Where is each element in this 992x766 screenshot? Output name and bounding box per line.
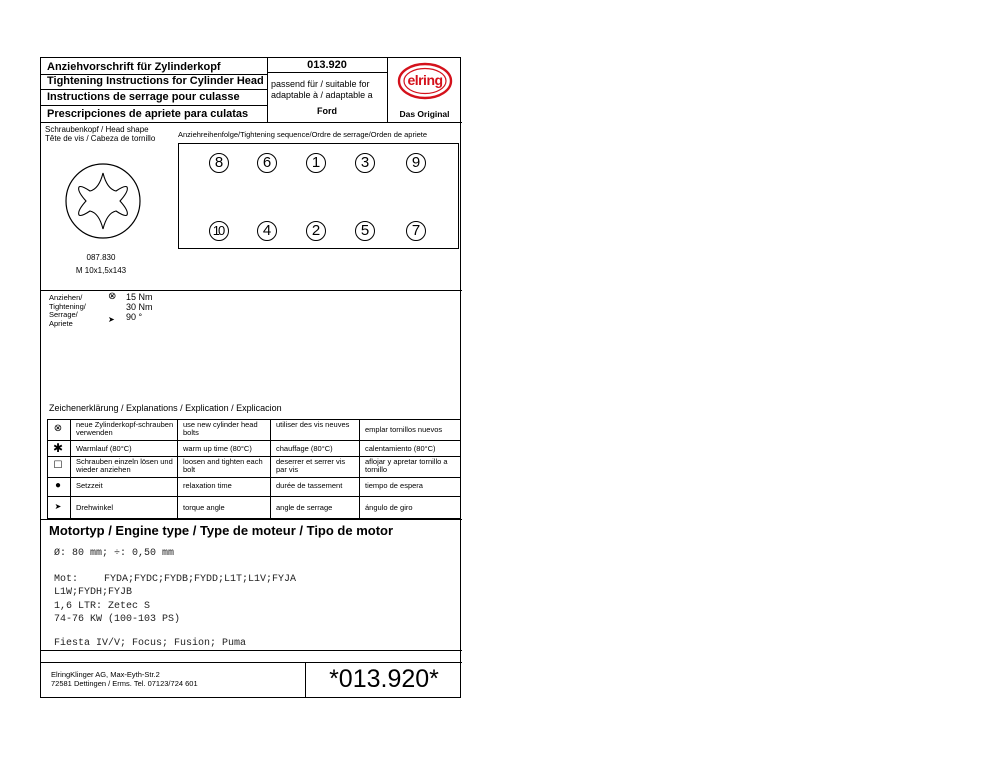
engine-mot-label: Mot: bbox=[54, 574, 79, 585]
suitable-line-2: adaptable à / adaptable a bbox=[271, 90, 373, 100]
engine-codes: FYDA;FYDC;FYDB;FYDD;L1T;L1V;FYJA bbox=[104, 574, 297, 585]
sequence-bolt: 6 bbox=[257, 153, 277, 173]
asterisk-icon: ✱ bbox=[52, 441, 64, 455]
tightening-sequence-diagram bbox=[178, 143, 459, 249]
engine-displacement: 1,6 LTR: Zetec S bbox=[54, 601, 151, 612]
logo-tagline: Das Original bbox=[399, 109, 450, 119]
legend-title: Zeichenerklärung / Explanations / Explication / Explicacion bbox=[49, 403, 282, 413]
title-fr: Instructions de serrage pour culasse bbox=[47, 91, 240, 103]
legend-table: ⊗ neue Zylinderkopf-schrauben verwenden use new cylinder head bolts utiliser des vis neuves emplar tornillos nuevos ✱ Warmlauf (80°C) warm up time (80°C) chauffage (80°C) calentamiento (80°C) ☐ Schrauben einzeln lösen und wieder anziehen loosen and tighten each bolt deserrer et serrer vis par vis aflojar y apretar tornillo a tornillo ● Setzzeit relaxation time durée de tassement tiempo de espera ➤ Drehwinkel torque angle angle de serrage ángulo de giro bbox=[47, 419, 461, 519]
title-es: Prescripciones de apriete para culatas bbox=[47, 108, 249, 120]
sequence-bolt: 1 bbox=[306, 153, 326, 173]
part-number: 013.920 bbox=[307, 59, 347, 71]
sequence-bolt: 5 bbox=[355, 221, 375, 241]
torx-head-icon bbox=[63, 161, 143, 241]
engine-power: 74-76 KW (100-103 PS) bbox=[54, 614, 181, 625]
sequence-bolt: 8 bbox=[209, 153, 229, 173]
bolt-number: 087.830 bbox=[86, 253, 116, 262]
engine-dims: Ø: 80 mm; ÷: 0,50 mm bbox=[54, 548, 175, 559]
sequence-label: Anziehreihenfolge/Tightening sequence/Ordre de serrage/Orden de apriete bbox=[178, 130, 428, 139]
engine-codes-2: L1W;FYDH;FYJB bbox=[54, 587, 133, 598]
sequence-bolt: 3 bbox=[355, 153, 375, 173]
barcode-text: *013.920* bbox=[329, 665, 439, 693]
company-address: ElringKlinger AG, Max-Eyth-Str.2 72581 Dettingen / Erms. Tel. 07123/724 601 bbox=[51, 670, 198, 688]
tightening-steps: 15 Nm 30 Nm 90 ° bbox=[126, 292, 153, 322]
title-de: Anziehvorschrift für Zylinderkopf bbox=[47, 61, 221, 73]
sequence-bolt: 2 bbox=[306, 221, 326, 241]
title-en: Tightening Instructions for Cylinder Head bbox=[47, 75, 264, 87]
sequence-bolt: 4 bbox=[257, 221, 277, 241]
new-bolt-icon: ⊗ bbox=[108, 291, 117, 302]
dot-icon: ● bbox=[54, 480, 62, 491]
barcode-box bbox=[305, 662, 462, 698]
instruction-sheet bbox=[40, 57, 461, 698]
arrow-icon: ➤ bbox=[108, 315, 115, 324]
engine-title: Motortyp / Engine type / Type de moteur / Tipo de motor bbox=[49, 523, 394, 538]
sequence-bolt: 10 bbox=[209, 221, 229, 241]
square-icon: ☐ bbox=[53, 460, 63, 471]
head-shape-label-1: Schraubenkopf / Head shape bbox=[45, 125, 149, 134]
sequence-bolt: 7 bbox=[406, 221, 426, 241]
elring-logo: elring bbox=[397, 62, 453, 100]
tightening-labels: Anziehen/ Tightening/ Serrage/ Apriete bbox=[49, 293, 86, 328]
sequence-bolt: 9 bbox=[406, 153, 426, 173]
arrow-icon: ➤ bbox=[54, 502, 62, 511]
bolt-size: M 10x1,5x143 bbox=[75, 266, 127, 275]
vehicle-models: Fiesta IV/V; Focus; Fusion; Puma bbox=[54, 638, 247, 649]
new-bolt-icon: ⊗ bbox=[53, 423, 63, 434]
vehicle-make: Ford bbox=[317, 106, 337, 116]
suitable-line-1: passend für / suitable for bbox=[271, 79, 370, 89]
head-shape-label-2: Tête de vis / Cabeza de tornillo bbox=[45, 134, 156, 143]
